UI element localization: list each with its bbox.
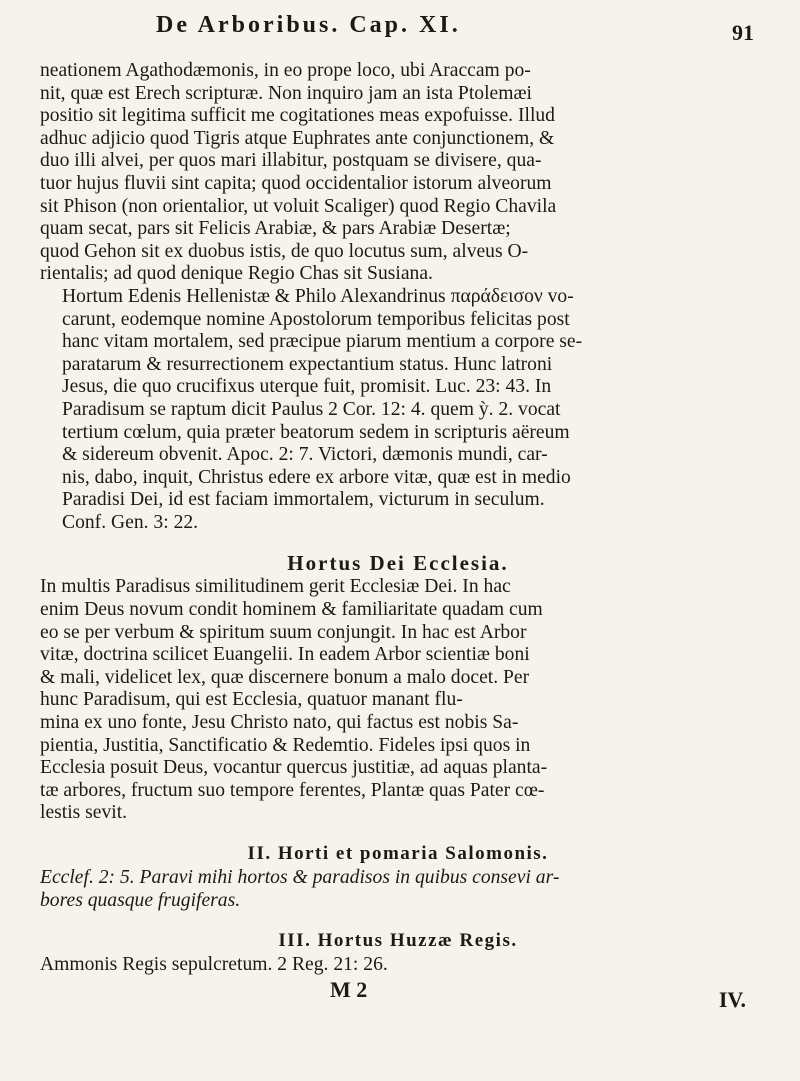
paragraph-2 xyxy=(40,286,756,535)
text-line: tæ arbores, fructum suo tempore ferentes, Plantæ quas Pater cœ- xyxy=(40,779,545,801)
text-line: Jesus, die quo crucifixus uterque fuit, promisit. Luc. 23: 43. In xyxy=(62,376,552,398)
text-line: Ammonis Regis sepulcretum. 2 Reg. 21: 26. xyxy=(40,954,388,976)
text-line: hanc vitam mortalem, sed præcipue piarum mentium a corpore se- xyxy=(62,331,583,353)
spacer xyxy=(40,825,756,835)
text-line: duo illi alvei, per quos mari illabitur, postquam se divisere, qua- xyxy=(40,150,542,172)
running-head: De Arboribus. Cap. XI. xyxy=(156,12,461,38)
paragraph-1 xyxy=(40,60,756,286)
catchword: IV. xyxy=(718,986,746,1012)
text-line: nit, quæ est Erech scripturæ. Non inquiro jam an ista Ptolemæi xyxy=(40,82,532,104)
text-line: nis, dabo, inquit, Christus edere ex arbore vitæ, quæ est in medio xyxy=(62,466,571,488)
text-line: In multis Paradisus similitudinem gerit Ecclesiæ Dei. In hac xyxy=(40,576,511,598)
page-footer xyxy=(40,976,756,1012)
text-line: rientalis; ad quod denique Regio Chas sit Susiana. xyxy=(40,263,433,285)
text-line: adhuc adjicio quod Tigris atque Euphrates ante conjunctionem, & xyxy=(40,127,555,149)
text-line: hunc Paradisum, qui est Ecclesia, quatuor manant flu- xyxy=(40,689,463,711)
text-line: paratarum & resurrectionem expectantium status. Hunc latroni xyxy=(62,353,553,375)
text-line: quam secat, pars sit Felicis Arabiæ, & pars Arabiæ Desertæ; xyxy=(40,218,511,240)
section-title-hortus-dei: Hortus Dei Ecclesia. xyxy=(287,551,509,576)
text-line: eo se per verbum & spiritum suum conjungit. In hac est Arbor xyxy=(40,621,527,643)
text-line: neationem Agathodæmonis, in eo prope loco, ubi Araccam po- xyxy=(40,60,531,81)
text-line: Hortum Edenis Hellenistæ & Philo Alexandrinus παράδεισον vo- xyxy=(62,285,574,307)
text-line: & mali, videlicet lex, quæ discernere bonum a malo docet. Per xyxy=(40,666,530,688)
section-3-text xyxy=(40,954,756,977)
text-line: tertium cœlum, quia præter beatorum sedem in scripturis aëreum xyxy=(62,421,570,443)
text-line: Ecclef. 2: 5. Paravi mihi hortos & paradisos in quibus consevi ar- xyxy=(40,867,560,888)
section-2-text xyxy=(40,867,756,912)
page-header xyxy=(40,0,756,60)
text-line: Ecclesia posuit Deus, vocantur quercus justitiæ, ad aquas planta- xyxy=(40,757,548,779)
spacer xyxy=(40,912,756,922)
signature-mark: M 2 xyxy=(330,976,368,1002)
text-line: pientia, Justitia, Sanctificatio & Redemtio. Fideles ipsi quos in xyxy=(40,734,531,756)
book-page xyxy=(40,0,756,1081)
section-title-horti-salomonis: II. Horti et pomaria Salomonis. xyxy=(247,843,549,864)
section-title-hortus-huzzae: III. Hortus Huzzæ Regis. xyxy=(278,930,518,952)
text-line: lestis sevit. xyxy=(40,802,128,824)
text-line: bores quasque frugiferas. xyxy=(40,889,241,911)
spacer xyxy=(40,534,756,544)
text-line: quod Gehon sit ex duobus istis, de quo locutus sum, alveus O- xyxy=(40,240,529,262)
text-line: tuor hujus fluvii sint capita; quod occidentalior istorum alveorum xyxy=(40,172,552,194)
text-line: positio sit legitima sufficit me cogitationes meas expofuisse. Illud xyxy=(40,105,555,127)
text-line: vitæ, doctrina scilicet Euangelii. In eadem Arbor scientiæ boni xyxy=(40,644,530,666)
text-line: & sidereum obvenit. Apoc. 2: 7. Victori, dæmonis mundi, car- xyxy=(62,444,548,466)
text-line: Paradisum se raptum dicit Paulus 2 Cor. 12: 4. quem ỳ. 2. vocat xyxy=(62,398,561,420)
text-line: mina ex uno fonte, Jesu Christo nato, qui factus est nobis Sa- xyxy=(40,712,519,734)
text-line: sit Phison (non orientalior, ut voluit Scaliger) quod Regio Chavila xyxy=(40,195,557,217)
section-1-text xyxy=(40,576,756,825)
text-line: Conf. Gen. 3: 22. xyxy=(62,511,199,533)
text-line: enim Deus novum condit hominem & familiaritate quadam cum xyxy=(40,599,543,621)
text-line: carunt, eodemque nomine Apostolorum temporibus felicitas post xyxy=(62,308,570,330)
page-number: 91 xyxy=(732,20,754,45)
text-line: Paradisi Dei, id est faciam immortalem, victurum in seculum. xyxy=(62,489,545,511)
